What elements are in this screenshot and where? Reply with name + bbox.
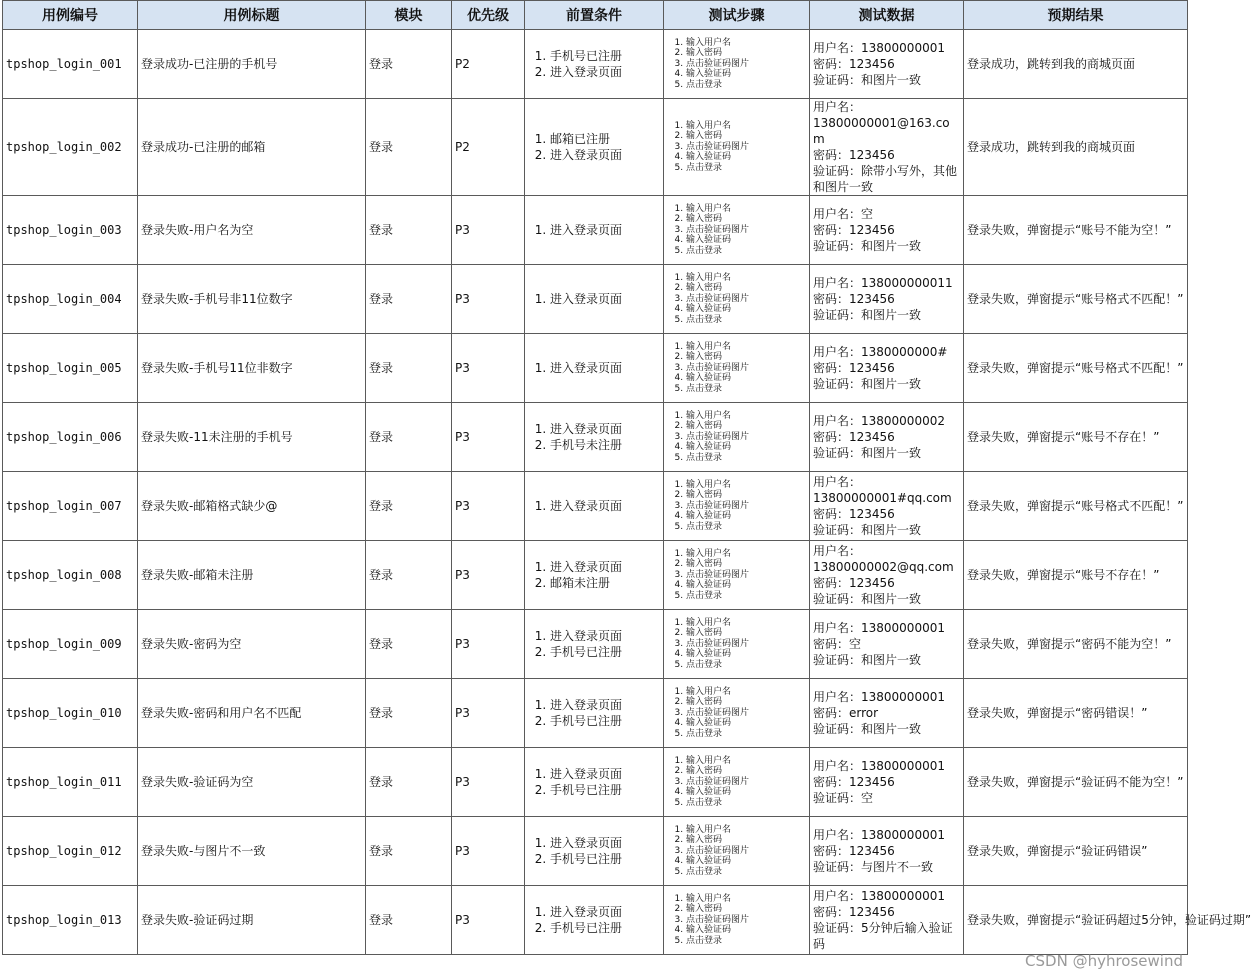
precondition-item: 2. 手机号已注册 <box>550 920 660 936</box>
cell-test-steps[interactable] <box>664 541 810 610</box>
step-item: 3. 点击验证码图片 <box>686 501 806 511</box>
test-data-line: 13800000001#qq.com <box>813 491 952 505</box>
step-item: 2. 输入密码 <box>686 490 806 500</box>
cell-case-title[interactable]: 登录失败-11未注册的手机号 <box>138 403 366 472</box>
step-item: 3. 点击验证码图片 <box>686 294 806 304</box>
cell-test-steps[interactable] <box>664 679 810 748</box>
cell-expected-result[interactable]: 登录失败，弹窗提示“账号不存在！” <box>964 403 1188 472</box>
step-item: 1. 输入用户名 <box>686 121 806 131</box>
step-item: 5. 点击登录 <box>686 867 806 877</box>
precondition-list <box>528 498 660 514</box>
step-item: 3. 点击验证码图片 <box>686 142 806 152</box>
table-row <box>3 748 1188 817</box>
step-item: 3. 点击验证码图片 <box>686 708 806 718</box>
step-item: 5. 点击登录 <box>686 246 806 256</box>
test-data-line: 验证码：与图片不一致 <box>813 860 934 874</box>
cell-case-title[interactable]: 登录失败-密码和用户名不匹配 <box>138 679 366 748</box>
cell-case-id[interactable]: tpshop_login_013 <box>3 886 138 955</box>
step-item: 3. 点击验证码图片 <box>686 363 806 373</box>
cell-module[interactable]: 登录 <box>366 99 452 196</box>
test-data-line: 验证码：和图片一致 <box>813 653 922 667</box>
precondition-list <box>528 628 660 660</box>
precondition-list <box>528 559 660 591</box>
step-item: 4. 输入验证码 <box>686 718 806 728</box>
cell-case-id[interactable]: tpshop_login_008 <box>3 541 138 610</box>
cell-case-title[interactable]: 登录失败-手机号11位非数字 <box>138 334 366 403</box>
step-item: 2. 输入密码 <box>686 904 806 914</box>
cell-expected-result[interactable]: 登录失败，弹窗提示“账号不存在！” <box>964 541 1188 610</box>
cell-case-title[interactable]: 登录失败-邮箱未注册 <box>138 541 366 610</box>
precondition-list <box>528 835 660 867</box>
cell-test-steps[interactable] <box>664 99 810 196</box>
step-item: 1. 输入用户名 <box>686 756 806 766</box>
cell-test-data[interactable] <box>810 610 964 679</box>
table-row <box>3 99 1188 196</box>
test-data-line: 密码：123456 <box>813 905 895 919</box>
step-list <box>667 894 806 946</box>
step-item: 2. 输入密码 <box>686 352 806 362</box>
step-item: 4. 输入验证码 <box>686 304 806 314</box>
table-row <box>3 610 1188 679</box>
cell-preconditions[interactable] <box>525 748 664 817</box>
test-data-line: 密码：123456 <box>813 576 895 590</box>
precondition-item: 1. 进入登录页面 <box>550 421 660 437</box>
cell-module[interactable]: 登录 <box>366 334 452 403</box>
step-item: 5. 点击登录 <box>686 522 806 532</box>
table-row <box>3 472 1188 541</box>
test-case-table <box>2 0 1251 955</box>
cell-module[interactable]: 登录 <box>366 265 452 334</box>
precondition-item: 2. 进入登录页面 <box>550 147 660 163</box>
precondition-list <box>528 904 660 936</box>
cell-priority[interactable]: P3 <box>452 679 525 748</box>
step-item: 1. 输入用户名 <box>686 894 806 904</box>
cell-priority[interactable]: P3 <box>452 265 525 334</box>
cell-test-steps[interactable] <box>664 196 810 265</box>
cell-expected-result[interactable]: 登录失败，弹窗提示“验证码超过5分钟，验证码过期” <box>964 886 1188 955</box>
cell-module[interactable]: 登录 <box>366 886 452 955</box>
cell-preconditions[interactable] <box>525 265 664 334</box>
cell-priority[interactable]: P3 <box>452 472 525 541</box>
precondition-item: 1. 进入登录页面 <box>550 904 660 920</box>
cell-test-data[interactable] <box>810 748 964 817</box>
step-item: 3. 点击验证码图片 <box>686 59 806 69</box>
cell-test-steps[interactable] <box>664 472 810 541</box>
cell-priority[interactable]: P3 <box>452 196 525 265</box>
step-item: 5. 点击登录 <box>686 660 806 670</box>
precondition-item: 1. 进入登录页面 <box>550 697 660 713</box>
cell-preconditions[interactable] <box>525 196 664 265</box>
step-item: 1. 输入用户名 <box>686 342 806 352</box>
step-item: 3. 点击验证码图片 <box>686 570 806 580</box>
test-data-line: 用户名：13800000001 <box>813 690 945 704</box>
cell-case-id[interactable]: tpshop_login_007 <box>3 472 138 541</box>
step-list <box>667 687 806 739</box>
test-data-line: 密码：空 <box>813 637 862 651</box>
test-data-line: 密码：123456 <box>813 844 895 858</box>
test-data-line: 用户名：13800000001 <box>813 41 945 55</box>
cell-expected-result[interactable]: 登录失败，弹窗提示“密码错误！” <box>964 679 1188 748</box>
cell-test-data[interactable] <box>810 403 964 472</box>
precondition-item: 2. 手机号已注册 <box>550 851 660 867</box>
test-data-line: 用户名：13800000001 <box>813 759 945 773</box>
step-item: 1. 输入用户名 <box>686 687 806 697</box>
cell-test-steps[interactable] <box>664 748 810 817</box>
step-item: 4. 输入验证码 <box>686 787 806 797</box>
step-item: 1. 输入用户名 <box>686 480 806 490</box>
precondition-item: 2. 手机号已注册 <box>550 782 660 798</box>
step-item: 2. 输入密码 <box>686 766 806 776</box>
cell-test-data[interactable] <box>810 265 964 334</box>
cell-preconditions[interactable] <box>525 334 664 403</box>
cell-case-id[interactable]: tpshop_login_006 <box>3 403 138 472</box>
step-item: 4. 输入验证码 <box>686 856 806 866</box>
table-row <box>3 886 1188 955</box>
step-list <box>667 756 806 808</box>
cell-expected-result[interactable]: 登录失败，弹窗提示“账号不能为空！” <box>964 196 1188 265</box>
step-item: 2. 输入密码 <box>686 131 806 141</box>
step-item: 4. 输入验证码 <box>686 373 806 383</box>
cell-priority[interactable]: P3 <box>452 541 525 610</box>
cell-test-steps[interactable] <box>664 610 810 679</box>
test-data-line: 验证码：5分钟后输入验证码 <box>813 921 953 951</box>
cell-preconditions[interactable] <box>525 403 664 472</box>
cell-expected-result[interactable]: 登录成功，跳转到我的商城页面 <box>964 99 1188 196</box>
test-data-line: 验证码：和图片一致 <box>813 722 922 736</box>
test-data-line: 密码：123456 <box>813 507 895 521</box>
cell-test-data[interactable] <box>810 472 964 541</box>
step-item: 4. 输入验证码 <box>686 442 806 452</box>
cell-preconditions[interactable] <box>525 610 664 679</box>
test-data-line: 密码：123456 <box>813 430 895 444</box>
cell-expected-result[interactable]: 登录失败，弹窗提示“账号格式不匹配！” <box>964 334 1188 403</box>
step-item: 3. 点击验证码图片 <box>686 225 806 235</box>
precondition-item: 1. 进入登录页面 <box>550 498 660 514</box>
cell-priority[interactable]: P3 <box>452 334 525 403</box>
cell-preconditions[interactable] <box>525 541 664 610</box>
cell-test-steps[interactable] <box>664 817 810 886</box>
step-item: 5. 点击登录 <box>686 798 806 808</box>
cell-case-title[interactable]: 登录失败-密码为空 <box>138 610 366 679</box>
cell-test-steps[interactable] <box>664 403 810 472</box>
cell-case-title[interactable]: 登录成功-已注册的邮箱 <box>138 99 366 196</box>
step-item: 2. 输入密码 <box>686 48 806 58</box>
cell-case-title[interactable]: 登录失败-验证码过期 <box>138 886 366 955</box>
cell-case-title[interactable]: 登录失败-邮箱格式缺少@ <box>138 472 366 541</box>
step-item: 1. 输入用户名 <box>686 411 806 421</box>
cell-module[interactable]: 登录 <box>366 196 452 265</box>
cell-test-steps[interactable] <box>664 886 810 955</box>
test-data-line: 13800000001@163.com <box>813 116 950 146</box>
step-list <box>667 618 806 670</box>
test-data-line: 验证码：和图片一致 <box>813 592 922 606</box>
column-header-test-steps: 测试步骤 <box>664 1 810 30</box>
step-item: 4. 输入验证码 <box>686 235 806 245</box>
cell-test-steps[interactable] <box>664 265 810 334</box>
step-list <box>667 121 806 173</box>
precondition-item: 2. 邮箱未注册 <box>550 575 660 591</box>
table-row <box>3 403 1188 472</box>
test-data-line: 密码：123456 <box>813 775 895 789</box>
precondition-item: 1. 进入登录页面 <box>550 222 660 238</box>
step-item: 3. 点击验证码图片 <box>686 915 806 925</box>
precondition-item: 1. 进入登录页面 <box>550 559 660 575</box>
test-data-line: 用户名： <box>813 544 862 558</box>
precondition-item: 2. 进入登录页面 <box>550 64 660 80</box>
step-item: 3. 点击验证码图片 <box>686 432 806 442</box>
cell-case-title[interactable]: 登录失败-用户名为空 <box>138 196 366 265</box>
test-data-line: 密码：123456 <box>813 361 895 375</box>
cell-module[interactable]: 登录 <box>366 541 452 610</box>
test-data-line: 用户名：13800000001 <box>813 889 945 903</box>
cell-case-id[interactable]: tpshop_login_005 <box>3 334 138 403</box>
cell-test-data[interactable] <box>810 99 964 196</box>
test-data-line: 用户名：13800000002 <box>813 414 945 428</box>
step-item: 4. 输入验证码 <box>686 649 806 659</box>
test-data-line: 密码：123456 <box>813 57 895 71</box>
column-header-test-data: 测试数据 <box>810 1 964 30</box>
step-item: 2. 输入密码 <box>686 421 806 431</box>
cell-test-data[interactable] <box>810 679 964 748</box>
test-data-line: 验证码：和图片一致 <box>813 446 922 460</box>
cell-test-data[interactable] <box>810 30 964 99</box>
test-data-line: 用户名：13800000001 <box>813 828 945 842</box>
test-data-line: 用户名：138000000011 <box>813 276 953 290</box>
step-item: 1. 输入用户名 <box>686 618 806 628</box>
step-item: 5. 点击登录 <box>686 729 806 739</box>
test-data-line: 密码：123456 <box>813 223 895 237</box>
cell-preconditions[interactable] <box>525 679 664 748</box>
test-data-line: 验证码：和图片一致 <box>813 523 922 537</box>
step-item: 4. 输入验证码 <box>686 580 806 590</box>
step-list <box>667 411 806 463</box>
step-item: 2. 输入密码 <box>686 835 806 845</box>
cell-test-steps[interactable] <box>664 334 810 403</box>
table-row <box>3 334 1188 403</box>
step-item: 1. 输入用户名 <box>686 825 806 835</box>
step-list <box>667 825 806 877</box>
step-item: 2. 输入密码 <box>686 283 806 293</box>
test-data-line: 密码：123456 <box>813 148 895 162</box>
cell-case-id[interactable]: tpshop_login_001 <box>3 30 138 99</box>
cell-case-id[interactable]: tpshop_login_009 <box>3 610 138 679</box>
step-item: 4. 输入验证码 <box>686 152 806 162</box>
precondition-item: 2. 手机号已注册 <box>550 644 660 660</box>
csdn-watermark: CSDN @hyhrosewind <box>1025 952 1183 970</box>
step-item: 5. 点击登录 <box>686 80 806 90</box>
test-data-line: 用户名：空 <box>813 207 874 221</box>
cell-case-id[interactable]: tpshop_login_004 <box>3 265 138 334</box>
step-list <box>667 273 806 325</box>
cell-case-id[interactable]: tpshop_login_011 <box>3 748 138 817</box>
step-item: 3. 点击验证码图片 <box>686 777 806 787</box>
step-list <box>667 204 806 256</box>
precondition-item: 2. 手机号未注册 <box>550 437 660 453</box>
step-item: 2. 输入密码 <box>686 214 806 224</box>
cell-case-id[interactable]: tpshop_login_003 <box>3 196 138 265</box>
step-item: 5. 点击登录 <box>686 384 806 394</box>
cell-priority[interactable]: P3 <box>452 610 525 679</box>
cell-priority[interactable]: P3 <box>452 748 525 817</box>
cell-expected-result[interactable]: 登录失败，弹窗提示“账号格式不匹配！” <box>964 265 1188 334</box>
step-item: 4. 输入验证码 <box>686 925 806 935</box>
cell-priority[interactable]: P3 <box>452 403 525 472</box>
step-item: 1. 输入用户名 <box>686 273 806 283</box>
cell-module[interactable]: 登录 <box>366 30 452 99</box>
test-data-line: 验证码：和图片一致 <box>813 308 922 322</box>
column-header-priority: 优先级 <box>452 1 525 30</box>
cell-expected-result[interactable]: 登录失败，弹窗提示“验证码错误” <box>964 817 1188 886</box>
table-row <box>3 679 1188 748</box>
test-data-line: 用户名：13800000001 <box>813 621 945 635</box>
step-item: 4. 输入验证码 <box>686 511 806 521</box>
cell-preconditions[interactable] <box>525 30 664 99</box>
column-header-preconditions: 前置条件 <box>525 1 664 30</box>
cell-module[interactable]: 登录 <box>366 817 452 886</box>
precondition-item: 1. 手机号已注册 <box>550 48 660 64</box>
precondition-list <box>528 421 660 453</box>
precondition-list <box>528 360 660 376</box>
precondition-item: 2. 手机号已注册 <box>550 713 660 729</box>
step-list <box>667 342 806 394</box>
test-data-line: 验证码：和图片一致 <box>813 73 922 87</box>
cell-module[interactable]: 登录 <box>366 748 452 817</box>
step-item: 3. 点击验证码图片 <box>686 846 806 856</box>
precondition-item: 1. 邮箱已注册 <box>550 131 660 147</box>
precondition-list <box>528 697 660 729</box>
test-data-line: 用户名：1380000000# <box>813 345 948 359</box>
step-item: 3. 点击验证码图片 <box>686 639 806 649</box>
test-data-line: 密码：123456 <box>813 292 895 306</box>
test-data-line: 用户名： <box>813 475 862 489</box>
step-item: 5. 点击登录 <box>686 453 806 463</box>
step-item: 1. 输入用户名 <box>686 204 806 214</box>
step-item: 2. 输入密码 <box>686 697 806 707</box>
test-data-line: 13800000002@qq.com <box>813 560 954 574</box>
cell-preconditions[interactable] <box>525 886 664 955</box>
test-data-line: 密码：error <box>813 706 879 720</box>
precondition-list <box>528 131 660 163</box>
table-row <box>3 196 1188 265</box>
cell-priority[interactable]: P3 <box>452 886 525 955</box>
step-list <box>667 38 806 90</box>
cell-preconditions[interactable] <box>525 99 664 196</box>
cell-test-data[interactable] <box>810 334 964 403</box>
step-item: 2. 输入密码 <box>686 559 806 569</box>
test-data-line: 用户名： <box>813 100 862 114</box>
precondition-list <box>528 291 660 307</box>
header-row <box>3 1 1188 30</box>
cell-module[interactable]: 登录 <box>366 679 452 748</box>
cell-test-steps[interactable] <box>664 30 810 99</box>
precondition-item: 1. 进入登录页面 <box>550 766 660 782</box>
precondition-item: 1. 进入登录页面 <box>550 628 660 644</box>
step-item: 1. 输入用户名 <box>686 38 806 48</box>
step-item: 2. 输入密码 <box>686 628 806 638</box>
column-header-case-id: 用例编号 <box>3 1 138 30</box>
cell-expected-result[interactable]: 登录成功，跳转到我的商城页面 <box>964 30 1188 99</box>
cell-case-id[interactable]: tpshop_login_002 <box>3 99 138 196</box>
step-list <box>667 480 806 532</box>
test-data-line: 验证码：和图片一致 <box>813 239 922 253</box>
cell-priority[interactable]: P2 <box>452 99 525 196</box>
cell-module[interactable]: 登录 <box>366 610 452 679</box>
test-data-line: 验证码：空 <box>813 791 874 805</box>
table-row <box>3 817 1188 886</box>
cell-module[interactable]: 登录 <box>366 403 452 472</box>
cell-case-id[interactable]: tpshop_login_012 <box>3 817 138 886</box>
cell-test-data[interactable] <box>810 196 964 265</box>
precondition-item: 1. 进入登录页面 <box>550 291 660 307</box>
cell-priority[interactable]: P3 <box>452 817 525 886</box>
step-list <box>667 549 806 601</box>
cell-case-title[interactable]: 登录失败-与图片不一致 <box>138 817 366 886</box>
precondition-list <box>528 48 660 80</box>
cell-expected-result[interactable]: 登录失败，弹窗提示“账号格式不匹配！” <box>964 472 1188 541</box>
column-header-case-title: 用例标题 <box>138 1 366 30</box>
column-header-expected-result: 预期结果 <box>964 1 1188 30</box>
cell-case-id[interactable]: tpshop_login_010 <box>3 679 138 748</box>
cell-case-title[interactable]: 登录失败-手机号非11位数字 <box>138 265 366 334</box>
table-row <box>3 541 1188 610</box>
cell-test-data[interactable] <box>810 817 964 886</box>
step-item: 4. 输入验证码 <box>686 69 806 79</box>
cell-preconditions[interactable] <box>525 817 664 886</box>
cell-expected-result[interactable]: 登录失败，弹窗提示“验证码不能为空！” <box>964 748 1188 817</box>
table-row <box>3 30 1188 99</box>
step-item: 5. 点击登录 <box>686 315 806 325</box>
test-data-line: 验证码：除带小写外，其他和图片一致 <box>813 164 958 194</box>
test-data-line: 验证码：和图片一致 <box>813 377 922 391</box>
cell-test-data[interactable] <box>810 541 964 610</box>
precondition-list <box>528 766 660 798</box>
cell-priority[interactable]: P2 <box>452 30 525 99</box>
step-item: 5. 点击登录 <box>686 936 806 946</box>
cell-expected-result[interactable]: 登录失败，弹窗提示“密码不能为空！” <box>964 610 1188 679</box>
cell-preconditions[interactable] <box>525 472 664 541</box>
cell-module[interactable]: 登录 <box>366 472 452 541</box>
precondition-item: 1. 进入登录页面 <box>550 835 660 851</box>
table-row <box>3 265 1188 334</box>
step-item: 5. 点击登录 <box>686 591 806 601</box>
precondition-list <box>528 222 660 238</box>
cell-test-data[interactable] <box>810 886 964 955</box>
cell-case-title[interactable]: 登录成功-已注册的手机号 <box>138 30 366 99</box>
step-item: 5. 点击登录 <box>686 163 806 173</box>
column-header-module: 模块 <box>366 1 452 30</box>
step-item: 1. 输入用户名 <box>686 549 806 559</box>
cell-case-title[interactable]: 登录失败-验证码为空 <box>138 748 366 817</box>
precondition-item: 1. 进入登录页面 <box>550 360 660 376</box>
